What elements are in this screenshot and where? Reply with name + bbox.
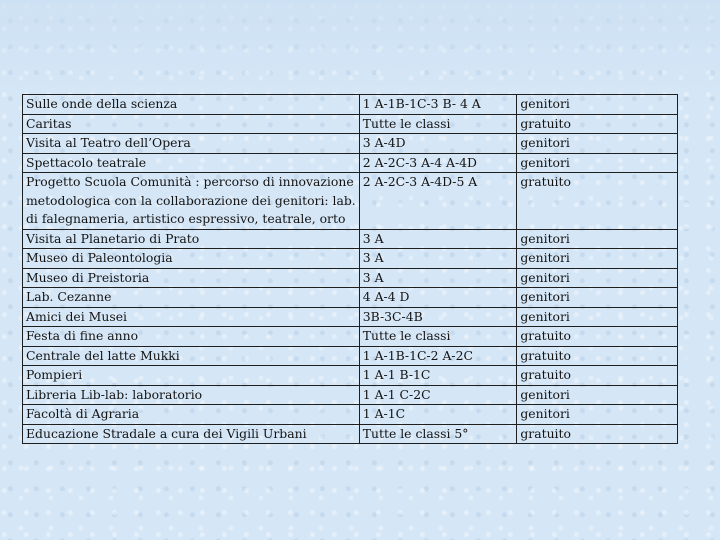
table-row [23, 385, 678, 405]
activity-cell: Centrale del latte Mukki [23, 346, 360, 366]
table-row [23, 153, 678, 173]
activity-cell: Amici dei Musei [23, 307, 360, 327]
classes-cell: 2 A-2C-3 A-4D-5 A [359, 173, 517, 230]
cost-cell: genitori [517, 229, 678, 249]
activity-cell: Facoltà di Agraria [23, 405, 360, 425]
activity-cell: Pompieri [23, 366, 360, 386]
cost-cell: genitori [517, 307, 678, 327]
cost-cell: genitori [517, 134, 678, 154]
table-row [23, 288, 678, 308]
classes-cell: 1 A-1C [359, 405, 517, 425]
activity-cell: Museo di Paleontologia [23, 249, 360, 269]
cost-cell: genitori [517, 268, 678, 288]
cost-cell: gratuito [517, 346, 678, 366]
cost-cell: genitori [517, 95, 678, 115]
cost-cell: gratuito [517, 366, 678, 386]
activity-cell: Sulle onde della scienza [23, 95, 360, 115]
activity-cell: Lab. Cezanne [23, 288, 360, 308]
table-row [23, 95, 678, 115]
classes-cell: 3 A [359, 229, 517, 249]
classes-cell: 1 A-1B-1C-2 A-2C [359, 346, 517, 366]
activity-cell: Visita al Planetario di Prato [23, 229, 360, 249]
cost-cell: genitori [517, 153, 678, 173]
table-row [23, 327, 678, 347]
classes-cell: 3 A-4D [359, 134, 517, 154]
table-row [23, 134, 678, 154]
activity-cell: Educazione Stradale a cura dei Vigili Urbani [23, 424, 360, 444]
table-row [23, 229, 678, 249]
activity-cell: Museo di Preistoria [23, 268, 360, 288]
activity-line: di falegnameria, artistico espressivo, teatrale, orto [26, 211, 346, 226]
activity-cell [23, 173, 360, 230]
activity-line: Progetto Scuola Comunità : percorso di innovazione [26, 174, 354, 189]
cost-cell: gratuito [517, 424, 678, 444]
cost-cell: gratuito [517, 114, 678, 134]
classes-cell: 1 A-1 C-2C [359, 385, 517, 405]
activity-cell: Festa di fine anno [23, 327, 360, 347]
activity-line: metodologica con la collaborazione dei genitori: lab. [26, 192, 356, 208]
classes-cell: 1 A-1B-1C-3 B- 4 A [359, 95, 517, 115]
slide-background [0, 0, 720, 90]
activity-cell: Spettacolo teatrale [23, 153, 360, 173]
cost-cell: gratuito [517, 173, 678, 230]
cost-cell: genitori [517, 288, 678, 308]
activity-cell: Libreria Lib-lab: laboratorio [23, 385, 360, 405]
table-row [23, 366, 678, 386]
table-row [23, 346, 678, 366]
table-row [23, 268, 678, 288]
classes-cell: Tutte le classi [359, 114, 517, 134]
classes-cell: 4 A-4 D [359, 288, 517, 308]
table-row [23, 424, 678, 444]
cost-cell: genitori [517, 249, 678, 269]
cost-cell: genitori [517, 385, 678, 405]
activities-table [22, 94, 678, 444]
classes-cell: Tutte le classi 5° [359, 424, 517, 444]
cost-cell: genitori [517, 405, 678, 425]
classes-cell: Tutte le classi [359, 327, 517, 347]
table-row [23, 405, 678, 425]
table-row [23, 114, 678, 134]
table-row [23, 249, 678, 269]
cost-cell: gratuito [517, 327, 678, 347]
classes-cell: 3 A [359, 268, 517, 288]
classes-cell: 3B-3C-4B [359, 307, 517, 327]
activity-cell: Caritas [23, 114, 360, 134]
table-row [23, 173, 678, 230]
classes-cell: 3 A [359, 249, 517, 269]
classes-cell: 1 A-1 B-1C [359, 366, 517, 386]
table-row [23, 307, 678, 327]
activity-cell: Visita al Teatro dell’Opera [23, 134, 360, 154]
classes-cell: 2 A-2C-3 A-4 A-4D [359, 153, 517, 173]
